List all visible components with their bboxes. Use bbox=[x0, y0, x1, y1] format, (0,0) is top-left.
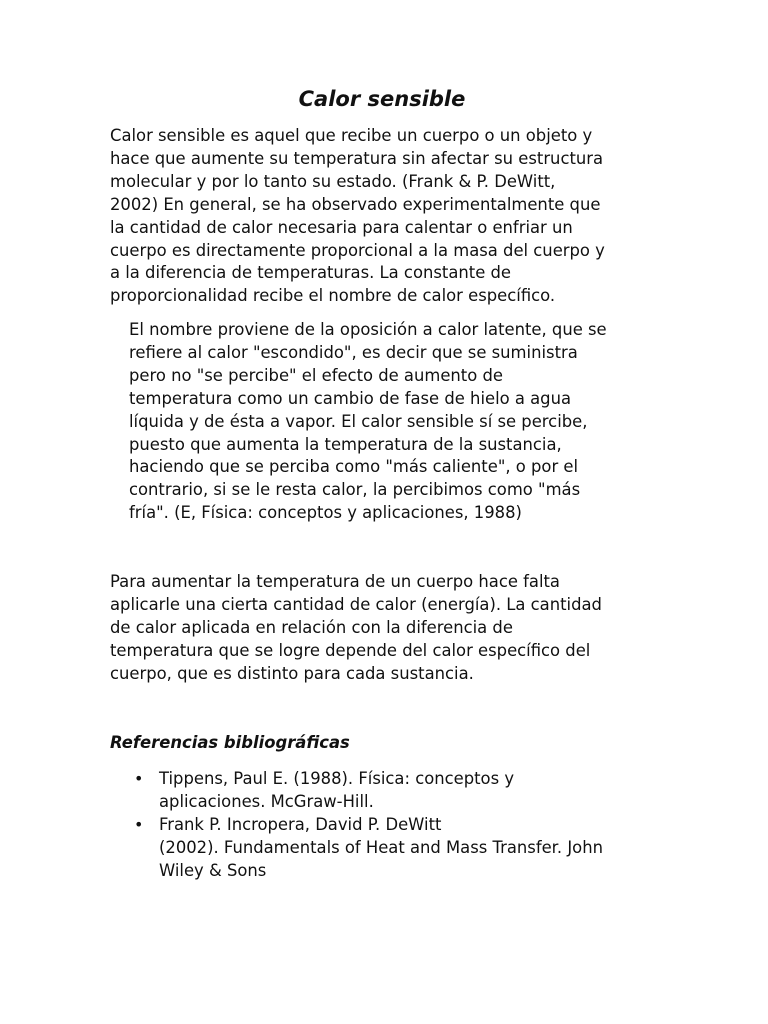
reference-item bbox=[110, 768, 670, 814]
paragraph-quote bbox=[129, 319, 659, 525]
reference-line: Tippens, Paul E. (1988). Física: conceptos y bbox=[159, 769, 515, 788]
paragraph-line: proporcionalidad recibe el nombre de calor específico. bbox=[110, 286, 556, 306]
paragraph-line: aplicarle una cierta cantidad de calor (energía). La cantidad bbox=[110, 594, 602, 614]
paragraph-line: puesto que aumenta la temperatura de la sustancia, bbox=[129, 434, 562, 454]
paragraph-line: refiere al calor "escondido", es decir que se suministra bbox=[129, 342, 578, 362]
bullet-icon: • bbox=[134, 814, 144, 834]
paragraph-line: haciendo que se perciba como "más caliente", o por el bbox=[129, 457, 579, 477]
paragraph-line: líquida y de ésta a vapor. El calor sensible sí se percibe, bbox=[129, 411, 588, 431]
paragraph-line: 2002) En general, se ha observado experimentalmente que bbox=[110, 194, 601, 214]
references-list bbox=[110, 768, 670, 883]
paragraph-line: temperatura como un cambio de fase de hielo a agua bbox=[129, 388, 572, 408]
paragraph-line: cuerpo es directamente proporcional a la masa del cuerpo y bbox=[110, 240, 605, 260]
paragraph-line: Calor sensible es aquel que recibe un cuerpo o un objeto y bbox=[110, 126, 593, 145]
paragraph-line: fría". (E, Física: conceptos y aplicaciones, 1988) bbox=[129, 503, 522, 523]
reference-item bbox=[110, 814, 670, 883]
paragraph-line: contrario, si se le resta calor, la percibimos como "más bbox=[129, 480, 581, 500]
paragraph-line: Para aumentar la temperatura de un cuerpo hace falta bbox=[110, 572, 560, 591]
paragraph-line: de calor aplicada en relación con la diferencia de bbox=[110, 617, 513, 637]
reference-line: Frank P. Incropera, David P. DeWitt bbox=[159, 814, 442, 834]
paragraph-line: El nombre proviene de la oposición a calor latente, que se bbox=[129, 320, 607, 339]
reference-line: Wiley & Sons bbox=[159, 860, 267, 880]
bullet-icon: • bbox=[134, 769, 144, 788]
paragraph-line: pero no "se percibe" el efecto de aumento de bbox=[129, 365, 503, 385]
paragraph-line: molecular y por lo tanto su estado. (Frank & P. DeWitt, bbox=[110, 171, 556, 191]
paragraph-definition bbox=[110, 125, 658, 308]
paragraph-energy bbox=[110, 571, 658, 686]
paragraph-line: temperatura que se logre depende del calor específico del bbox=[110, 640, 591, 660]
paragraph-line: hace que aumente su temperatura sin afectar su estructura bbox=[110, 148, 604, 168]
paragraph-line: a la diferencia de temperaturas. La constante de bbox=[110, 263, 511, 283]
references-heading: Referencias bibliográficas bbox=[110, 733, 350, 752]
page-title: Calor sensible bbox=[298, 87, 466, 111]
reference-line: (2002). Fundamentals of Heat and Mass Transfer. John bbox=[159, 837, 603, 857]
paragraph-line: cuerpo, que es distinto para cada sustancia. bbox=[110, 663, 474, 683]
paragraph-line: la cantidad de calor necesaria para calentar o enfriar un bbox=[110, 217, 573, 237]
reference-line: aplicaciones. McGraw-Hill. bbox=[159, 791, 374, 811]
